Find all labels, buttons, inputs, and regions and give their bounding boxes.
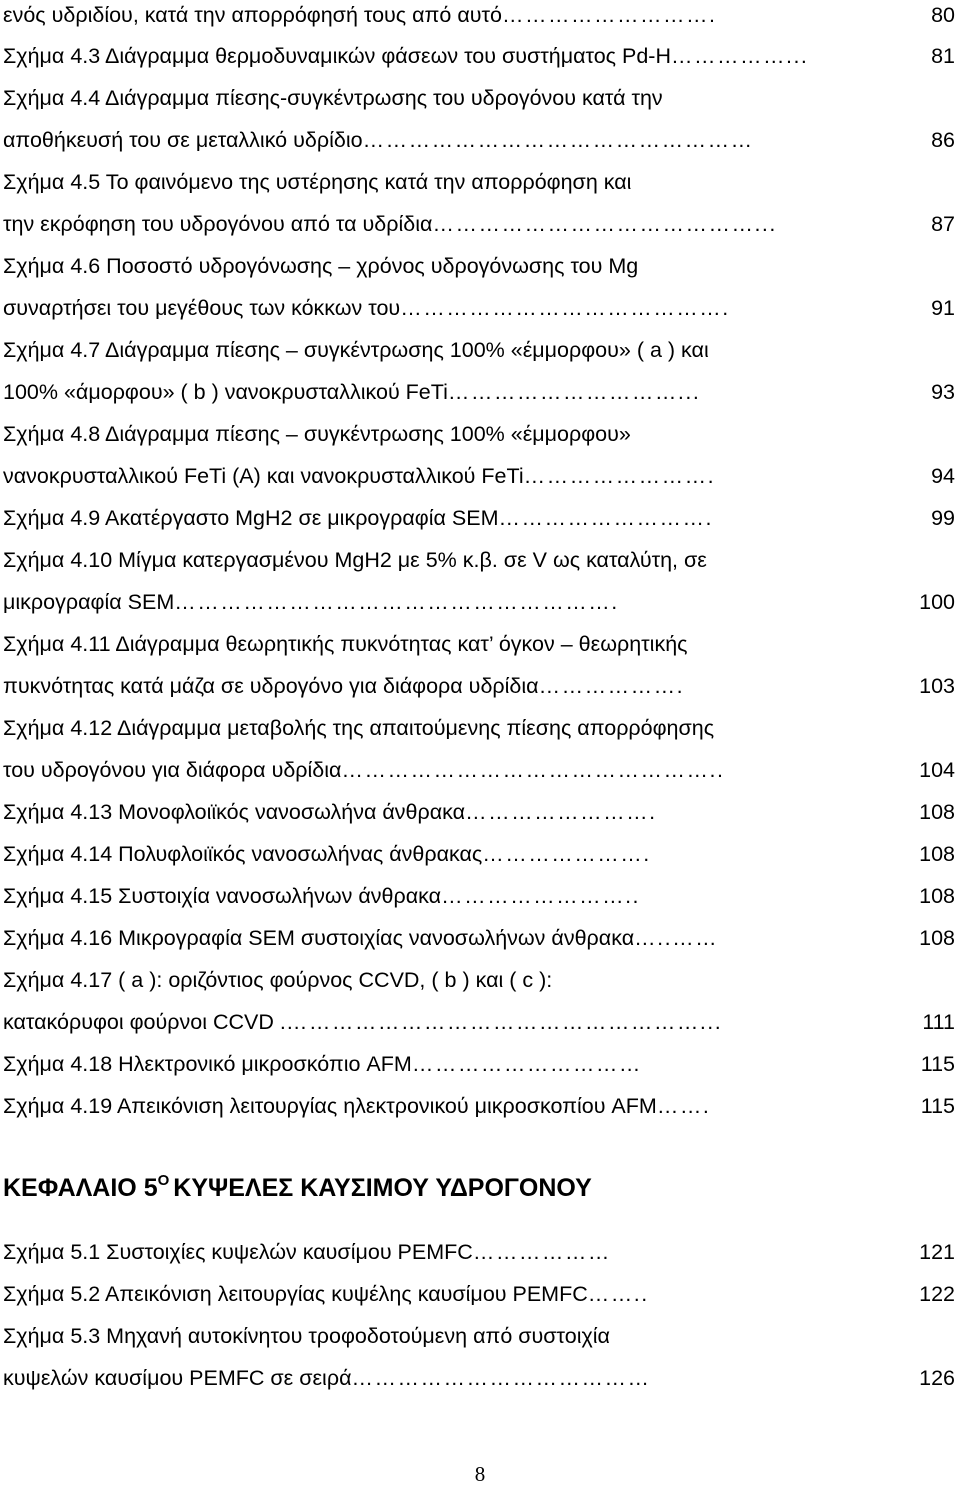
toc-line (3, 83, 955, 113)
toc-entry-text: μικρογραφία SEM (3, 590, 175, 614)
toc-line (3, 713, 955, 743)
toc-page-number: 80 (931, 3, 955, 27)
toc-entry-text: Σχήμα 4.15 Συστοιχία νανοσωλήνων άνθρακα (3, 884, 442, 908)
toc-line (3, 419, 955, 449)
toc-entry-text: κατακόρυφοι φούρνοι CCVD . (3, 1010, 286, 1034)
toc-leader-dots: …………………………... (447, 380, 701, 404)
toc-entry-text: 100% «άμορφου» ( b ) νανοκρυσταλλικού FeTi (3, 380, 448, 404)
toc-entry-text: του υδρογόνου για διάφορα υδρίδια (3, 758, 342, 782)
toc-line (3, 755, 955, 785)
toc-page-number: 121 (919, 1240, 955, 1264)
toc-line (3, 923, 955, 953)
toc-entry-text: Σχήμα 4.3 Διάγραμμα θερμοδυναμικών φάσεων του συστήματος Pd-H (3, 44, 671, 68)
toc-page-number: 87 (931, 212, 955, 236)
toc-entry-text: την εκρόφηση του υδρογόνου από τα υδρίδια (3, 212, 433, 236)
toc-entry-text: Σχήμα 4.11 Διάγραμμα θεωρητικής πυκνότητας κατ’ όγκον – θεωρητικής (3, 632, 688, 656)
toc-leader-dots: …………………………………………… (362, 128, 754, 152)
toc-entry-text: Σχήμα 4.6 Ποσοστό υδρογόνωσης – χρόνος υδρογόνωσης του Mg (3, 254, 639, 278)
toc-page-number: 108 (919, 842, 955, 866)
toc-page-number: 115 (920, 1094, 955, 1118)
toc-entry-text: Σχήμα 4.14 Πολυφλοιϊκός νανοσωλήνας άνθρακας (3, 842, 483, 866)
toc-leader-dots: …………………. (482, 842, 651, 866)
toc-leader-dots: …………………………………………………. (174, 590, 619, 614)
toc-line (3, 545, 955, 575)
toc-leader-dots: ………………………. (498, 506, 713, 530)
toc-page-number: 103 (919, 674, 955, 698)
toc-line (3, 209, 955, 239)
toc-line (3, 461, 955, 491)
toc-entry-text: Σχήμα 4.17 ( a ): οριζόντιος φούρνος CCVD, ( b ) και ( c ): (3, 968, 553, 992)
toc-leader-dots: ………………. (538, 674, 685, 698)
toc-leader-dots: …………………….. (441, 884, 641, 908)
toc-leader-dots: ……………………. (523, 464, 716, 488)
toc-leader-dots: ……………………. (465, 800, 657, 824)
toc-entry-text: Σχήμα 5.3 Μηχανή αυτοκίνητου τροφοδοτούμενη από συστοιχία (3, 1324, 610, 1348)
toc-entry-text: Σχήμα 4.18 Ηλεκτρονικό μικροσκόπιο AFM (3, 1052, 412, 1076)
toc-entry-text: Σχήμα 5.2 Απεικόνιση λειτουργίας κυψέλης καυσίμου PEMFC (3, 1282, 588, 1306)
toc-line (3, 629, 955, 659)
toc-line (3, 839, 955, 869)
toc-leader-dots: …..…… (634, 926, 719, 950)
toc-page-number: 108 (919, 884, 955, 908)
toc-entry-text: Σχήμα 4.4 Διάγραμμα πίεσης-συγκέντρωσης του υδρογόνου κατά την (3, 86, 663, 110)
toc-page-number: 100 (919, 590, 955, 614)
toc-line (3, 671, 955, 701)
toc-line (3, 0, 955, 30)
toc-leader-dots: ………………………………………….. (341, 758, 725, 782)
toc-page-number: 99 (931, 506, 955, 530)
toc-page-number: 108 (919, 800, 955, 824)
toc-entry-text: Σχήμα 4.19 Απεικόνιση λειτουργίας ηλεκτρονικού μικροσκοπίου AFM (3, 1094, 657, 1118)
toc-line (3, 41, 955, 71)
toc-line (3, 1321, 955, 1351)
toc-line (3, 881, 955, 911)
toc-leader-dots: ……………… (472, 1240, 611, 1264)
toc-leader-dots: ………………………………… (351, 1366, 651, 1390)
page-number: 8 (474, 1462, 486, 1486)
toc-page-number: 93 (931, 380, 955, 404)
chapter-heading-superscript: O (157, 1172, 170, 1189)
toc-line (3, 1049, 955, 1079)
toc-entry-text: Σχήμα 4.12 Διάγραμμα μεταβολής της απαιτούμενης πίεσης απορρόφησης (3, 716, 715, 740)
toc-line (3, 1279, 955, 1309)
toc-leader-dots: ………………………. (501, 3, 717, 27)
toc-entry-text: πυκνότητας κατά μάζα σε υδρογόνο για διάφορα υδρίδια (3, 674, 539, 698)
toc-entry-text: κυψελών καυσίμου PEMFC σε σειρά (3, 1366, 352, 1390)
toc-leader-dots: ……. (656, 1094, 711, 1118)
toc-entry-text: Σχήμα 4.10 Μίγμα κατεργασμένου MgH2 με 5% κ.β. σε V ως καταλύτη, σε (3, 548, 707, 572)
toc-line (3, 335, 955, 365)
toc-entry-text: Σχήμα 4.9 Ακατέργαστο MgH2 σε μικρογραφία SEM (3, 506, 499, 530)
toc-page-number: 81 (931, 44, 955, 68)
toc-entry-text: συναρτήσει του μεγέθους των κόκκων του (3, 296, 401, 320)
toc-page-number: 111 (922, 1010, 955, 1034)
toc-line (3, 1237, 955, 1267)
toc-entry-text: ενός υδριδίου, κατά την απορρόφησή τους από αυτό (3, 3, 502, 27)
toc-page-number: 115 (920, 1052, 955, 1076)
toc-entry-text: νανοκρυσταλλικού FeTi (A) και νανοκρυσταλλικού FeTi (3, 464, 524, 488)
toc-entry-text: Σχήμα 4.13 Μονοφλοιϊκός νανοσωλήνα άνθρακα (3, 800, 466, 824)
toc-leader-dots: ……………... (670, 44, 809, 68)
toc-page-number: 122 (919, 1282, 955, 1306)
toc-leader-dots: ………………………………………………... (285, 1010, 723, 1034)
toc-entry-text: Σχήμα 5.1 Συστοιχίες κυψελών καυσίμου PEMFC (3, 1240, 473, 1264)
toc-line (3, 167, 955, 197)
toc-entry-text: Σχήμα 4.5 Το φαινόμενο της υστέρησης κατά την απορρόφηση και (3, 170, 632, 194)
toc-leader-dots: ………………………… (411, 1052, 642, 1076)
toc-leader-dots: …….. (587, 1282, 649, 1306)
toc-entry-text: αποθήκευσή του σε μεταλλικό υδρίδιο (3, 128, 363, 152)
toc-line (3, 965, 955, 995)
toc-leader-dots: ……………………………………... (432, 212, 777, 236)
toc-line (3, 1007, 955, 1037)
toc-page-number: 86 (931, 128, 955, 152)
toc-line (3, 797, 955, 827)
toc-line (3, 587, 955, 617)
toc-line (3, 377, 955, 407)
chapter-heading-title: ΚΥΨΕΛΕΣ ΚΑΥΣΙΜΟΥ ΥΔΡΟΓΟΝΟΥ (173, 1174, 592, 1202)
toc-leader-dots: ……………………………………. (400, 296, 730, 320)
toc-line (3, 1091, 955, 1121)
toc-entry-text: Σχήμα 4.8 Διάγραμμα πίεσης – συγκέντρωσης 100% «έμμορφου» (3, 422, 631, 446)
toc-line (3, 125, 955, 155)
toc-page-number: 94 (931, 464, 955, 488)
toc-line (3, 293, 955, 323)
toc-page-number: 91 (931, 296, 955, 320)
toc-line (3, 1363, 955, 1393)
toc-line (3, 503, 955, 533)
toc-page-number: 104 (919, 758, 955, 782)
toc-page-number: 126 (919, 1366, 955, 1390)
chapter-heading-number: ΚΕΦΑΛΑΙΟ 5 (3, 1174, 158, 1202)
toc-line (3, 251, 955, 281)
toc-entry-text: Σχήμα 4.16 Μικρογραφία SEM συστοιχίας νανοσωλήνων άνθρακα (3, 926, 635, 950)
chapter-heading (3, 1172, 592, 1203)
toc-page-number: 108 (919, 926, 955, 950)
toc-entry-text: Σχήμα 4.7 Διάγραμμα πίεσης – συγκέντρωσης 100% «έμμορφου» ( a ) και (3, 338, 709, 362)
